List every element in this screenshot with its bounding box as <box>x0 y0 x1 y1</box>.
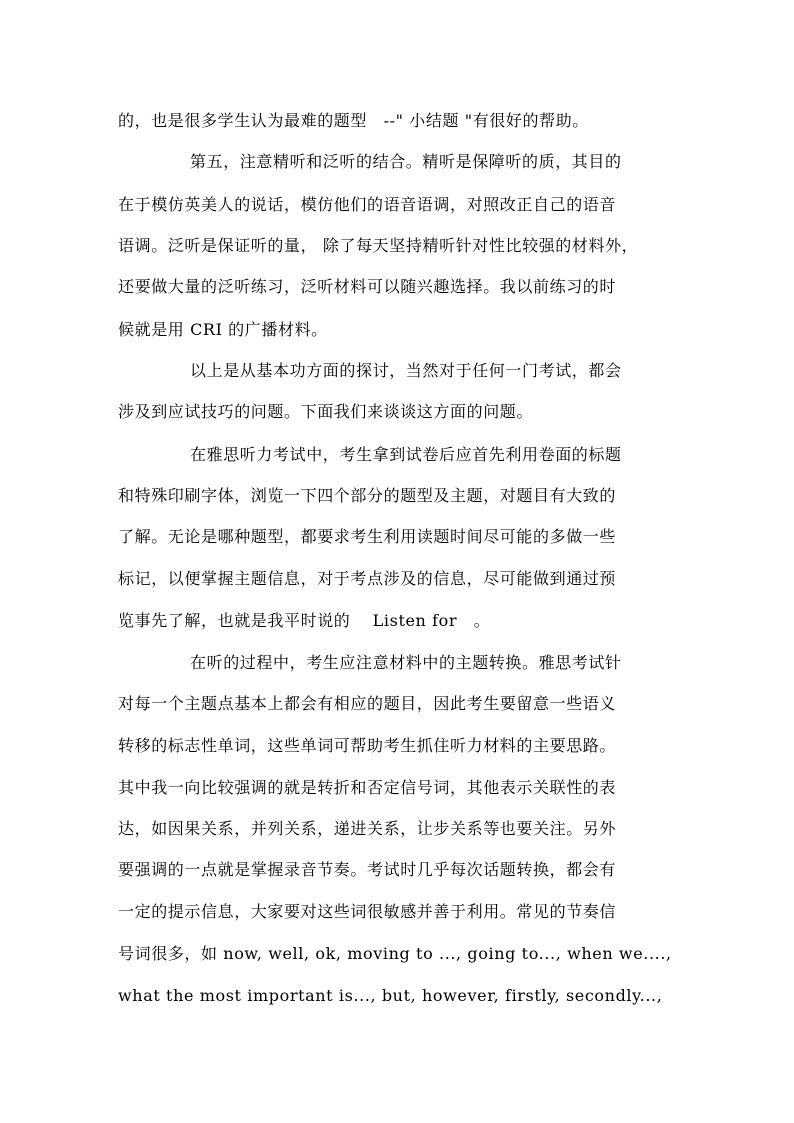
text-line: 和特殊印刷字体，浏览一下四个部分的题型及主题，对题目有大致的 <box>118 486 617 505</box>
text-line: 转移的标志性单词，这些单词可帮助考生抓住听力材料的主要思路。 <box>118 736 617 755</box>
paragraph-first-line: 以上是从基本功方面的探讨，当然对于任何一门考试，都会 <box>190 361 622 380</box>
text-line: 对每一个主题点基本上都会有相应的题目，因此考生要留意一些语义 <box>118 694 617 713</box>
text-line: 在于模仿英美人的说话，模仿他们的语音语调，对照改正自己的语音 <box>118 195 617 214</box>
paragraph-first-line: 第五，注意精听和泛听的结合。精听是保障听的质，其目的 <box>190 152 622 171</box>
text-line: 一定的提示信息，大家要对这些词很敏感并善于利用。常见的节奏信 <box>118 902 617 921</box>
text-line: 涉及到应试技巧的问题。下面我们来谈谈这方面的问题。 <box>118 402 534 421</box>
text-line: 还要做大量的泛听练习，泛听材料可以随兴趣选择。我以前练习的时 <box>118 277 617 296</box>
text-line: 达，如因果关系，并列关系，递进关系，让步关系等也要关注。另外 <box>118 819 617 838</box>
text-line: 了解。无论是哪种题型，都要求考生利用读题时间尽可能的多做一些 <box>118 527 617 546</box>
text-line: 要强调的一点就是掌握录音节奏。考试时几乎每次话题转换，都会有 <box>118 860 617 879</box>
paragraph-first-line: 在雅思听力考试中，考生拿到试卷后应首先利用卷面的标题 <box>190 445 622 464</box>
text-line: 号词很多，如 now, well, ok, moving to ..., going to..., when we...., <box>118 944 672 963</box>
text-line: 语调。泛听是保证听的量， 除了每天坚持精听针对性比较强的材料外， <box>118 236 639 255</box>
paragraph-first-line: 在听的过程中，考生应注意材料中的主题转换。雅思考试针 <box>190 653 622 672</box>
text-line: what the most important is..., but, however, firstly, secondly..., <box>118 986 663 1005</box>
text-line: 其中我一向比较强调的就是转折和否定信号词，其他表示关联性的表 <box>118 778 617 797</box>
text-line: 候就是用 CRI 的广播材料。 <box>118 320 328 339</box>
text-line: 览事先了解，也就是我平时说的 Listen for 。 <box>118 611 491 630</box>
text-line: 的，也是很多学生认为最难的题型 --" 小结题 "有很好的帮助。 <box>118 111 589 130</box>
text-line: 标记，以便掌握主题信息，对于考点涉及的信息，尽可能做到通过预 <box>118 569 617 588</box>
